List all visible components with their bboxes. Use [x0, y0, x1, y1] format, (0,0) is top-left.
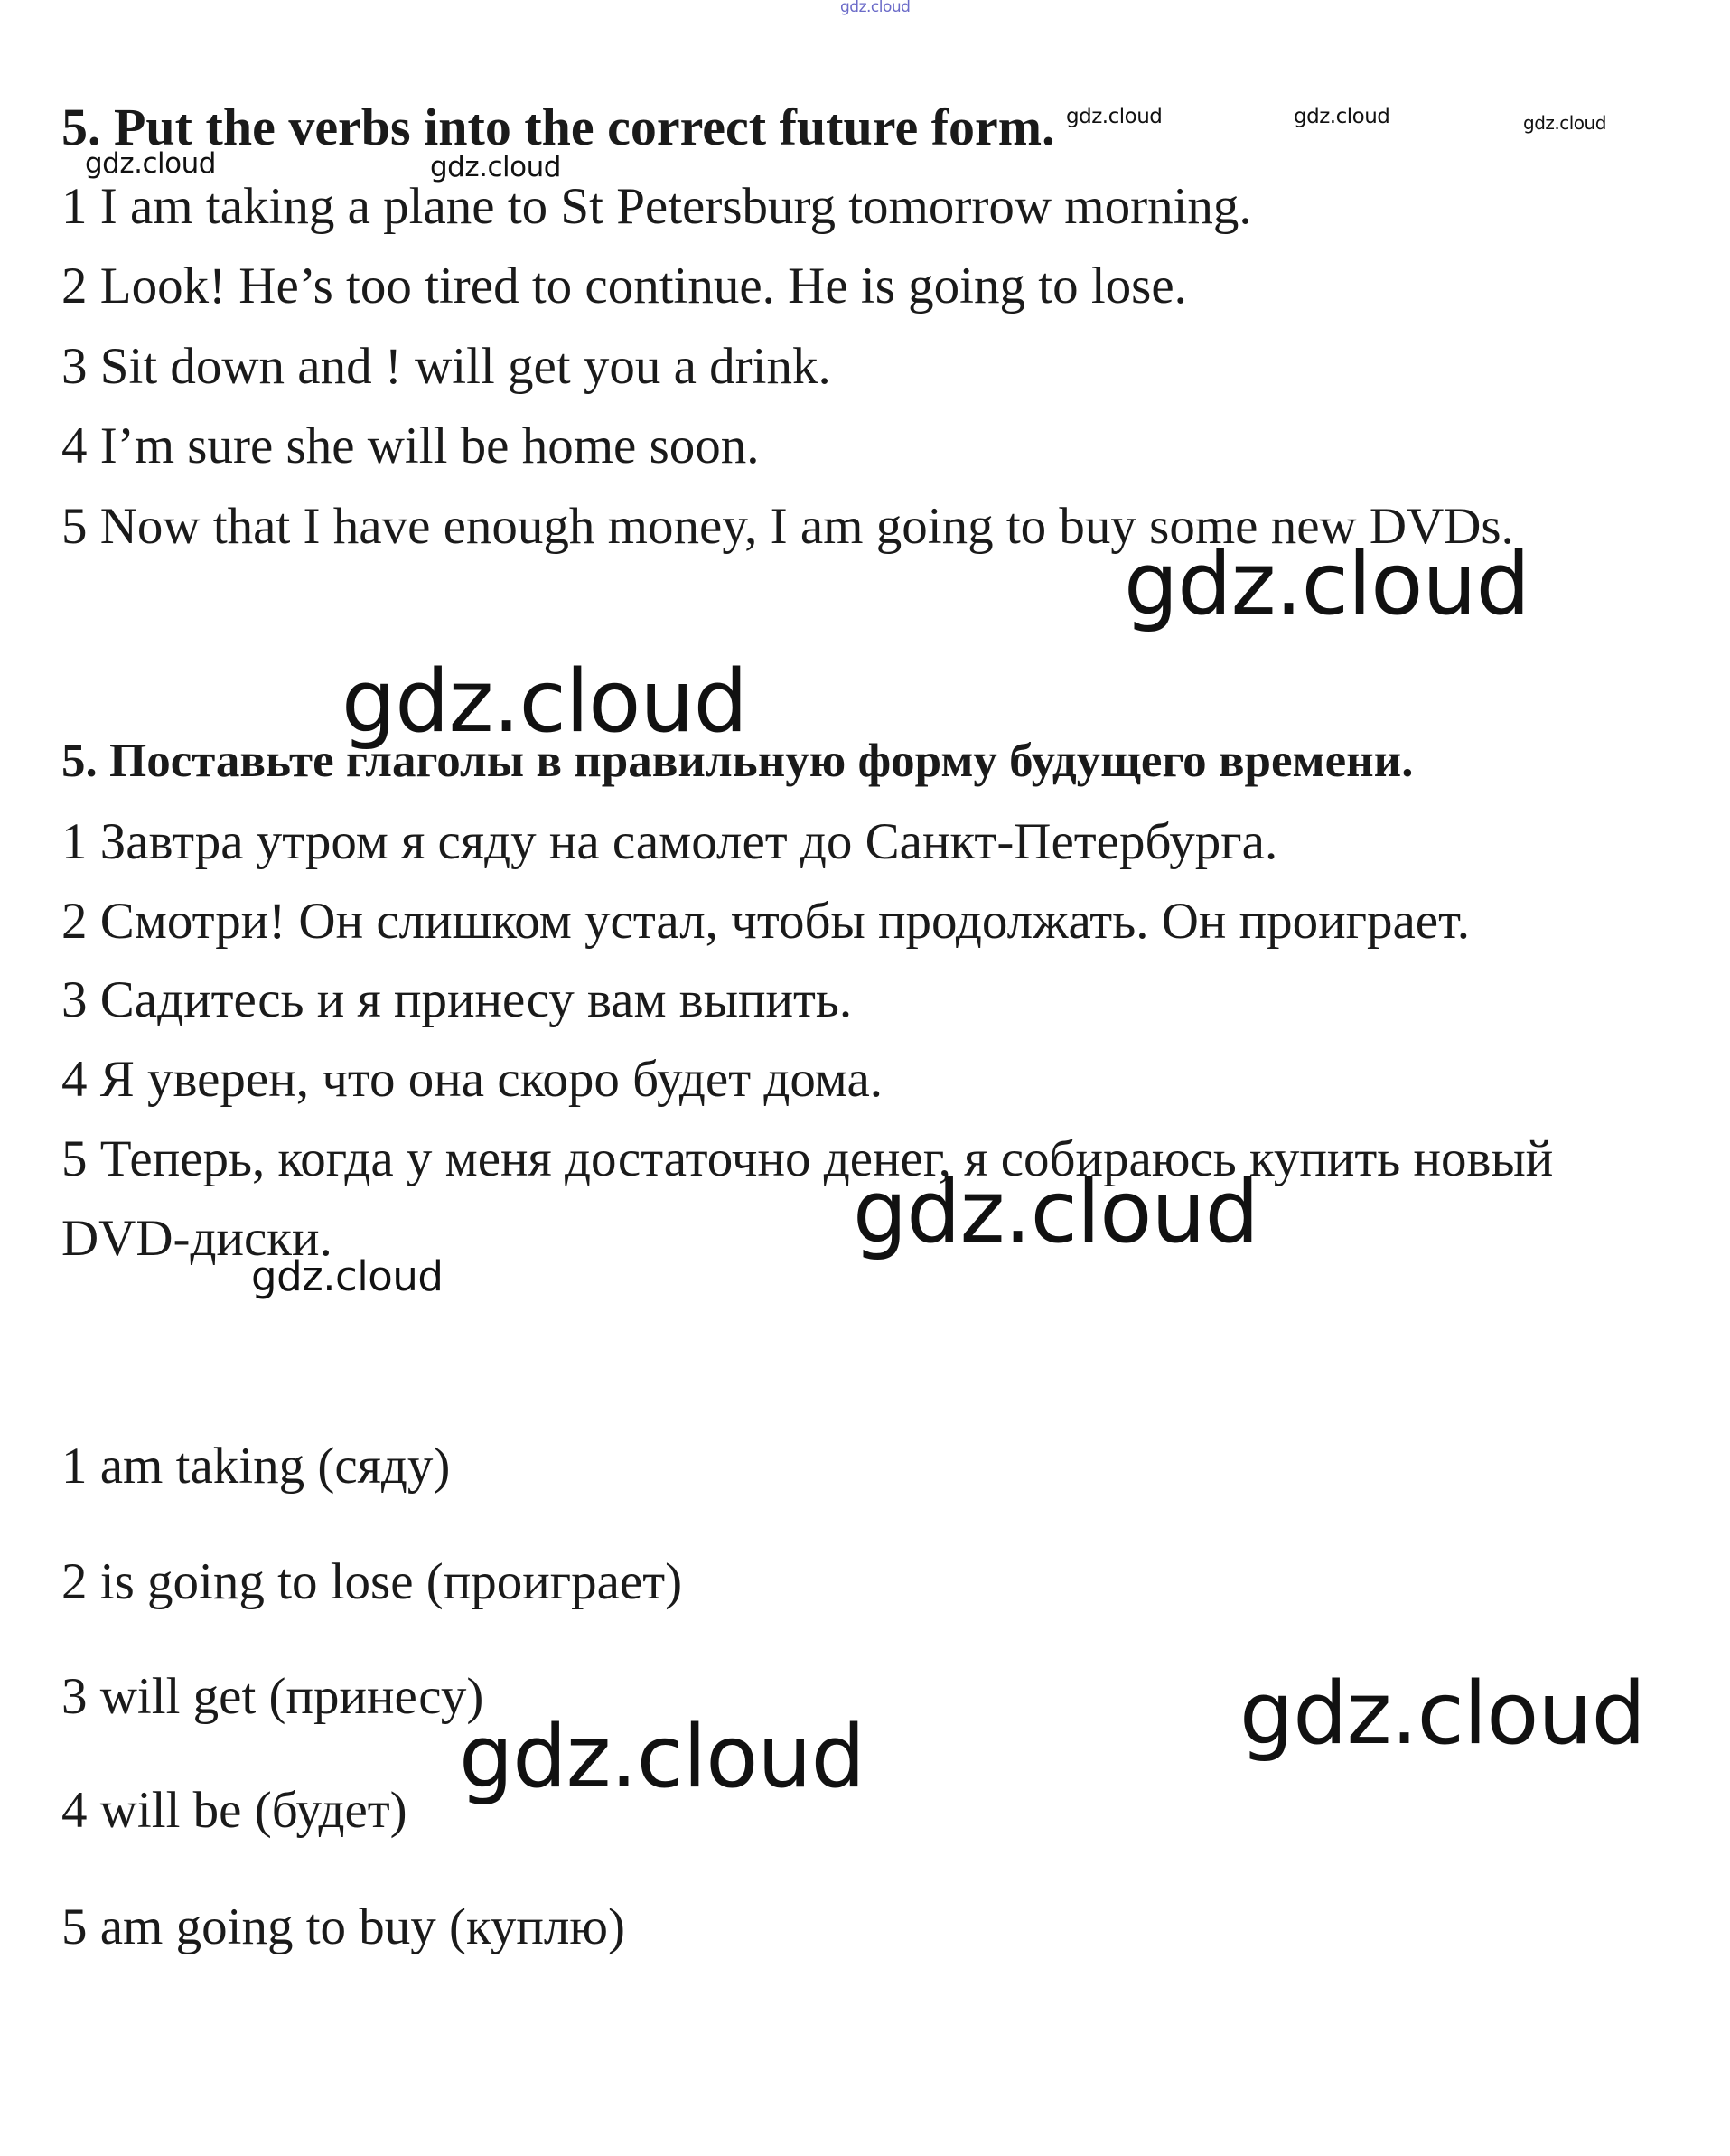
- watermark-large-3: gdz.cloud: [853, 1163, 1258, 1262]
- watermark-large-1: gdz.cloud: [1124, 535, 1529, 634]
- english-sentence-1: 1 I am taking a plane to St Petersburg tomorrow morning.: [61, 178, 1252, 235]
- answer-2: 2 is going to lose (проиграет): [61, 1553, 683, 1610]
- russian-sentence-1: 1 Завтра утром я сяду на самолет до Санкт-Петербурга.: [61, 813, 1278, 870]
- russian-heading: 5. Поставьте глаголы в правильную форму будущего времени.: [61, 735, 1414, 787]
- english-sentence-5: 5 Now that I have enough money, I am going to buy some new DVDs.: [61, 498, 1514, 555]
- russian-sentence-2: 2 Смотри! Он слишком устал, чтобы продолжать. Он проиграет.: [61, 893, 1470, 950]
- english-sentence-2: 2 Look! He’s too tired to continue. He is going to lose.: [61, 258, 1187, 314]
- english-sentence-4: 4 I’m sure she will be home soon.: [61, 417, 760, 474]
- answer-5: 5 am going to buy (куплю): [61, 1898, 625, 1955]
- watermark-medium-1: gdz.cloud: [251, 1252, 444, 1300]
- watermark-large-4: gdz.cloud: [1239, 1664, 1645, 1764]
- watermark-large-2: gdz.cloud: [341, 652, 747, 752]
- russian-sentence-5: 5 Теперь, когда у меня достаточно денег, я собираюсь купить новый: [61, 1130, 1554, 1187]
- russian-sentence-5-continued: DVD-диски.: [61, 1210, 332, 1267]
- russian-sentence-3: 3 Садитесь и я принесу вам выпить.: [61, 971, 853, 1028]
- watermark-header-2: gdz.cloud: [1294, 105, 1390, 128]
- watermark-header-1: gdz.cloud: [1066, 105, 1163, 128]
- answer-1: 1 am taking (сяду): [61, 1438, 451, 1495]
- english-sentence-3: 3 Sit down and ! will get you a drink.: [61, 338, 831, 395]
- watermark-top: gdz.cloud: [840, 0, 911, 16]
- answer-3: 3 will get (принесу): [61, 1668, 484, 1725]
- watermark-large-5: gdz.cloud: [459, 1708, 865, 1807]
- russian-sentence-4: 4 Я уверен, что она скоро будет дома.: [61, 1051, 884, 1108]
- answer-4: 4 will be (будет): [61, 1782, 407, 1839]
- english-heading: 5. Put the verbs into the correct future form.: [61, 98, 1055, 156]
- watermark-left-2: gdz.cloud: [430, 151, 561, 183]
- watermark-left-1: gdz.cloud: [85, 147, 216, 180]
- watermark-header-3: gdz.cloud: [1523, 112, 1606, 134]
